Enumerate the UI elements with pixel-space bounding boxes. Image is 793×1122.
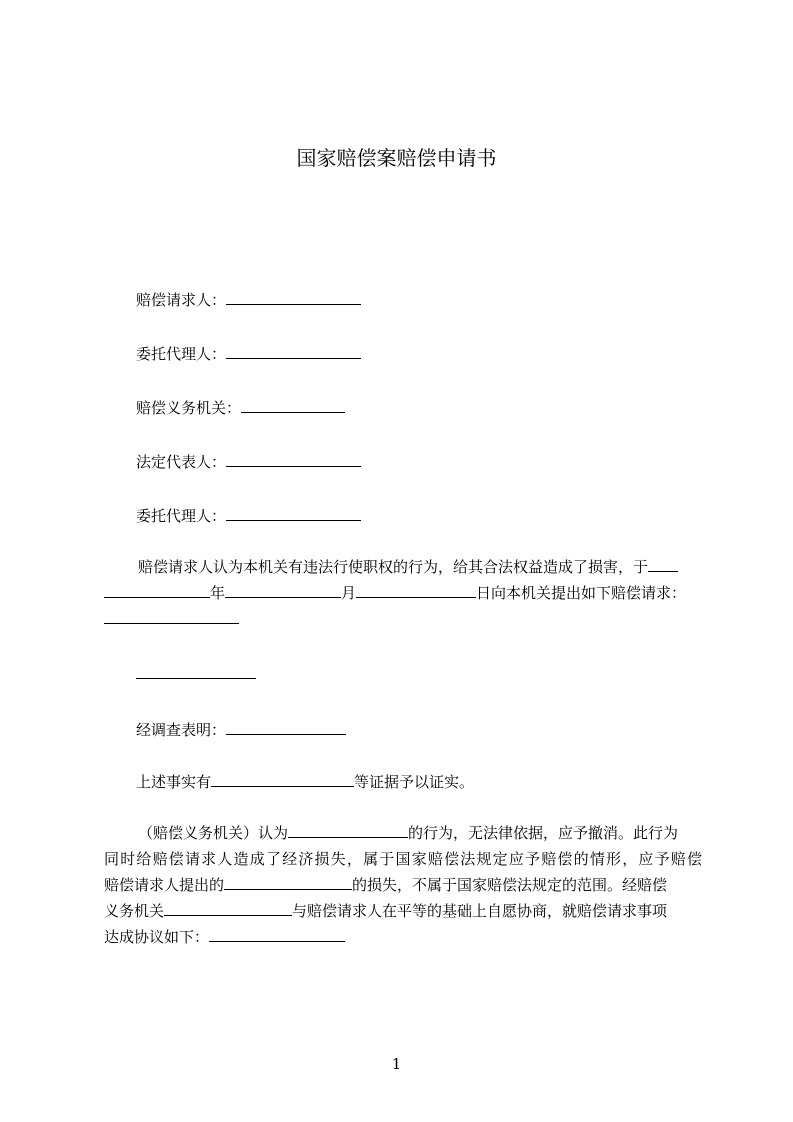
field-label: 委托代理人： <box>136 345 227 363</box>
conclusion-text: 与赔偿请求人在平等的基础上自愿协商，就赔偿请求事项 <box>292 902 668 920</box>
document-title: 国家赔偿案赔偿申请书 <box>296 146 497 170</box>
paragraph-line <box>104 820 702 846</box>
fill-blank[interactable] <box>356 583 476 598</box>
field-obligor <box>136 398 345 418</box>
field-label: 赔偿义务机关： <box>136 399 242 417</box>
evidence-suffix: 等证据予以证实。 <box>354 773 475 791</box>
page-number: 1 <box>391 1055 402 1073</box>
field-legal-representative <box>136 452 361 472</box>
fill-blank[interactable] <box>104 583 210 598</box>
request-content-blank <box>136 664 256 684</box>
paragraph-line <box>104 924 702 950</box>
conclusion-text: 达成协议如下： <box>104 928 210 946</box>
conclusion-text: 义务机关 <box>104 902 165 920</box>
fill-blank[interactable] <box>226 720 346 735</box>
month-label: 月 <box>341 584 357 602</box>
request-text: 赔偿请求人认为本机关有违法行使职权的行为，给其合法权益造成了损害，于 <box>138 558 649 576</box>
conclusion-paragraph <box>104 820 702 950</box>
field-label: 法定代表人： <box>136 453 227 471</box>
fill-blank[interactable] <box>225 583 341 598</box>
conclusion-text: （赔偿义务机关）认为 <box>138 824 289 842</box>
conclusion-text: 的损失，不属于国家赔偿法规定的范围。经赔偿 <box>352 876 668 894</box>
fill-blank[interactable] <box>226 452 361 467</box>
year-label: 年 <box>210 584 226 602</box>
fill-blank[interactable] <box>226 506 361 521</box>
field-label: 委托代理人： <box>136 507 227 525</box>
field-agent-2 <box>136 506 361 526</box>
fill-blank[interactable] <box>164 901 292 916</box>
fill-blank[interactable] <box>104 609 239 624</box>
fill-blank[interactable] <box>648 557 678 572</box>
field-agent <box>136 344 361 364</box>
paragraph-line <box>104 580 702 606</box>
investigation-line <box>136 720 346 740</box>
fill-blank[interactable] <box>226 290 361 305</box>
paragraph-line <box>104 872 702 898</box>
evidence-line <box>136 772 474 792</box>
field-label: 赔偿请求人： <box>136 291 227 309</box>
request-text-2: 日向本机关提出如下赔偿请求： <box>476 584 687 602</box>
fill-blank[interactable] <box>241 398 345 413</box>
fill-blank[interactable] <box>209 927 345 942</box>
paragraph-line <box>104 554 702 580</box>
conclusion-text: 的行为，无法律依据，应予撤消。此行为 <box>408 824 679 842</box>
fill-blank[interactable] <box>211 772 354 787</box>
fill-blank[interactable] <box>136 664 256 679</box>
request-paragraph <box>104 554 702 632</box>
paragraph-line: 同时给赔偿请求人造成了经济损失，属于国家赔偿法规定应予赔偿的情形，应予赔偿 <box>104 850 702 868</box>
paragraph-line <box>104 898 702 924</box>
investigation-label: 经调查表明： <box>136 721 227 739</box>
fill-blank[interactable] <box>288 823 408 838</box>
conclusion-text: 赔偿请求人提出的 <box>104 876 225 894</box>
paragraph-line <box>104 606 702 632</box>
evidence-prefix: 上述事实有 <box>136 773 212 791</box>
fill-blank[interactable] <box>226 344 361 359</box>
fill-blank[interactable] <box>224 875 352 890</box>
field-claimant <box>136 290 361 310</box>
